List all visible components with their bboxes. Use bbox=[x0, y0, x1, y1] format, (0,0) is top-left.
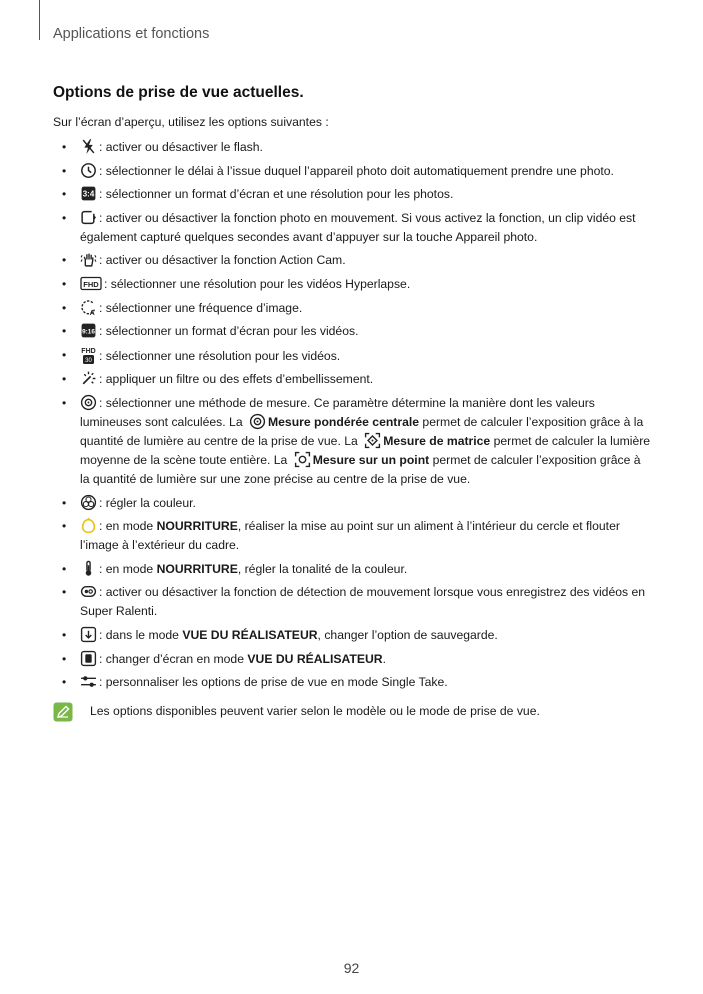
bullet: • bbox=[62, 210, 67, 225]
list-item-ratio-video bbox=[0, 322, 703, 341]
metering-text-4: permet de calculer l’exposition grâce à la quantité de lumière sur une zone précise au centre de la prise de vue. bbox=[80, 452, 641, 486]
motion-detect-text: : activer ou désactiver la fonction de détection de mouvement lorsque vous enregistrez des vidéos en Super Ralenti. bbox=[80, 585, 646, 619]
metering-text-2: permet de calculer l’exposition grâce à la quantité de lumière au centre de la prise de vue. La bbox=[80, 414, 644, 448]
aspect-ratio-3-4-icon bbox=[80, 185, 97, 202]
list-item-single-take bbox=[0, 673, 703, 692]
header-rule bbox=[39, 0, 40, 40]
list-item-food-focus bbox=[0, 517, 703, 555]
motion-photo-icon bbox=[80, 209, 97, 226]
single-take-text: : personnaliser les options de prise de vue en mode Single Take. bbox=[99, 675, 448, 690]
food-focus-text-1: : en mode bbox=[99, 519, 154, 534]
fps-label: 30 bbox=[85, 357, 92, 364]
list-item-motion-photo bbox=[0, 209, 703, 247]
aspect-ratio-label: 9:16 bbox=[82, 328, 95, 336]
food-mode-label: NOURRITURE bbox=[156, 519, 238, 534]
director-view-label: VUE DU RÉALISATEUR bbox=[247, 651, 383, 666]
fhd-label: FHD bbox=[83, 279, 99, 289]
aspect-ratio-label: 3:4 bbox=[82, 189, 95, 199]
list-item-ratio-photo bbox=[0, 185, 703, 204]
hyperlapse-res-text: : sélectionner une résolution pour les vidéos Hyperlapse. bbox=[104, 276, 411, 291]
list-item-frame-rate bbox=[0, 299, 703, 318]
timer-text: : sélectionner le délai à l’issue duquel l’appareil photo doit automatiquement prendre une photo. bbox=[99, 163, 614, 178]
bullet: • bbox=[62, 372, 67, 387]
ratio-photo-text: : sélectionner un format d’écran et une résolution pour les photos. bbox=[99, 187, 454, 202]
page-title: Options de prise de vue actuelles. bbox=[53, 84, 304, 101]
settings-sliders-icon bbox=[80, 673, 97, 690]
metering-text-3: permet de calculer la lumière moyenne de la scène toute entière. La bbox=[80, 433, 651, 467]
food-focus-icon bbox=[80, 517, 97, 534]
res-video-text: : sélectionner une résolution pour les vidéos. bbox=[99, 348, 341, 363]
list-item-food-temp bbox=[0, 560, 703, 579]
matrix-label: Mesure de matrice bbox=[383, 433, 491, 448]
ratio-video-text: : sélectionner un format d’écran pour les vidéos. bbox=[99, 324, 359, 339]
flash-text: : activer ou désactiver le flash. bbox=[99, 140, 263, 154]
bullet: • bbox=[62, 561, 67, 576]
fhd-label: FHD bbox=[81, 347, 96, 355]
metering-icon bbox=[80, 394, 97, 411]
bullet: • bbox=[62, 495, 67, 510]
bullet: • bbox=[62, 519, 67, 534]
frame-rate-text: : sélectionner une fréquence d’image. bbox=[99, 300, 303, 315]
note-pencil-icon bbox=[53, 702, 73, 722]
list-item-switch-screen bbox=[0, 650, 703, 669]
bullet: • bbox=[62, 395, 67, 410]
list-item-flash bbox=[0, 138, 703, 157]
thermometer-icon bbox=[80, 560, 97, 577]
bullet: • bbox=[62, 675, 67, 690]
auto-label: A bbox=[89, 309, 95, 316]
director-view-label: VUE DU RÉALISATEUR bbox=[182, 627, 318, 642]
bullet: • bbox=[62, 585, 67, 600]
food-focus-text-2: , réaliser la mise au point sur un aliment à l’intérieur du cercle et flouter l’image à l’extérieur du cadre. bbox=[80, 519, 620, 553]
filter-sparkle-icon bbox=[80, 370, 97, 387]
flash-icon bbox=[80, 138, 97, 155]
bullet: • bbox=[62, 187, 67, 202]
timer-icon bbox=[80, 162, 97, 179]
metering-text-1: : sélectionner une méthode de mesure. Ce paramètre détermine la manière dont les valeurs lumineuses sont calculées. La bbox=[80, 395, 595, 429]
bullet: • bbox=[62, 347, 67, 362]
bullet: • bbox=[62, 140, 67, 154]
list-item-color bbox=[0, 494, 703, 513]
matrix-metering-icon bbox=[364, 432, 381, 449]
center-weighted-icon bbox=[249, 413, 266, 430]
bullet: • bbox=[62, 253, 67, 268]
list-item-hyperlapse-res bbox=[0, 275, 703, 294]
spot-label: Mesure sur un point bbox=[312, 452, 430, 467]
action-cam-text: : activer ou désactiver la fonction Action Cam. bbox=[99, 253, 346, 268]
video-resolution-icon bbox=[80, 346, 97, 365]
color-text: : régler la couleur. bbox=[99, 495, 196, 510]
hand-shake-icon bbox=[80, 251, 97, 268]
list-item-action-cam bbox=[0, 251, 703, 270]
bullet: • bbox=[62, 300, 67, 315]
filter-text: : appliquer un filtre ou des effets d’embellissement. bbox=[99, 372, 374, 387]
save-download-icon bbox=[80, 626, 97, 643]
switch-screen-text-2: . bbox=[382, 651, 386, 666]
note-text: Les options disponibles peuvent varier selon le modèle ou le mode de prise de vue. bbox=[90, 704, 540, 718]
center-weighted-label: Mesure pondérée centrale bbox=[267, 414, 420, 429]
color-tone-icon bbox=[80, 494, 97, 511]
bullet: • bbox=[62, 324, 67, 339]
bullet: • bbox=[62, 276, 67, 291]
intro-text: Sur l’écran d’aperçu, utilisez les options suivantes : bbox=[53, 115, 329, 129]
bullet: • bbox=[62, 651, 67, 666]
list-item-filter bbox=[0, 370, 703, 389]
switch-screen-text-1: : changer d’écran en mode bbox=[99, 651, 244, 666]
page-number: 92 bbox=[343, 960, 360, 976]
aspect-ratio-9-16-icon bbox=[80, 322, 97, 339]
food-temp-text-1: : en mode bbox=[99, 561, 154, 576]
list-item-motion-detect bbox=[0, 583, 703, 621]
list-item-res-video bbox=[0, 346, 703, 366]
save-option-text-1: : dans le mode bbox=[99, 627, 179, 642]
frame-rate-auto-icon bbox=[80, 299, 97, 316]
save-option-text-2: , changer l’option de sauvegarde. bbox=[317, 627, 498, 642]
bullet: • bbox=[62, 163, 67, 178]
food-mode-label: NOURRITURE bbox=[156, 561, 238, 576]
options-list bbox=[0, 138, 703, 697]
list-item-timer bbox=[0, 162, 703, 181]
switch-screen-icon bbox=[80, 650, 97, 667]
spot-metering-icon bbox=[294, 451, 311, 468]
section-header: Applications et fonctions bbox=[53, 26, 210, 42]
list-item-metering bbox=[0, 394, 703, 489]
list-item-save-option bbox=[0, 626, 703, 645]
food-temp-text-2: , régler la tonalité de la couleur. bbox=[237, 561, 408, 576]
motion-photo-text: : activer ou désactiver la fonction photo en mouvement. Si vous activez la fonction, un clip vidéo est également capturé quelques secondes avant d’appuyer sur la touche Appareil photo. bbox=[80, 210, 636, 244]
bullet: • bbox=[62, 627, 67, 642]
motion-detect-icon bbox=[80, 583, 97, 600]
fhd-resolution-icon bbox=[80, 275, 102, 292]
